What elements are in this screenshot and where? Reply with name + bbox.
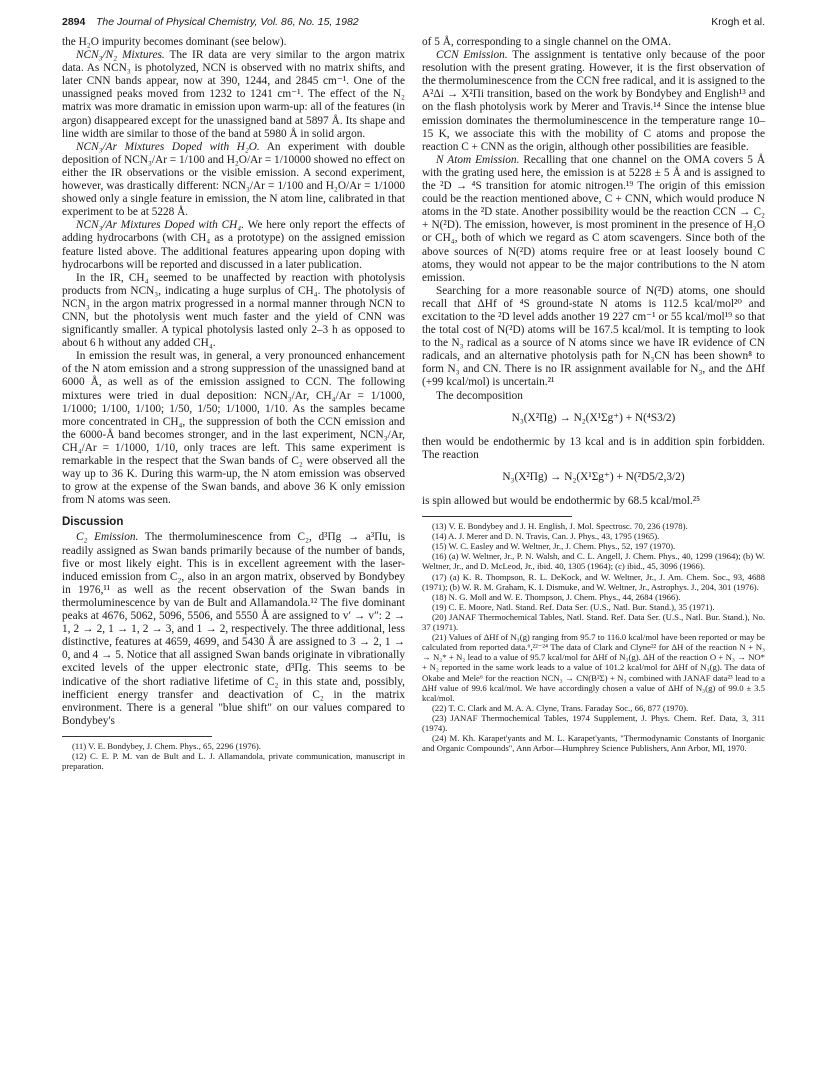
- paragraph: In the IR, CH₄ seemed to be unaffected by reaction with photolysis products from NCN₃, indicating a huge surplus of CH₄. The photolysis of NCN₃ in the argon matrix progressed in a normal manner through NCN to CNN, but the photolysis went much faster and the yield of CNN was significantly smaller. A typical photolysis lasted only 2–3 h as opposed to about 6 h without any added CH₄.: [62, 271, 405, 350]
- footnote: (17) (a) K. R. Thompson, R. L. DeKock, and W. Weltner, Jr., J. Am. Chem. Soc., 93, 4688 (1971); (b) W. R. M. Graham, K. I. Dismuke, and W. Weltner, Jr., Astrophys. J., 204, 301 (1976).: [422, 571, 765, 592]
- paragraph-body: The IR data are very similar to the argon matrix data. As NCN₃ is photolyzed, NCN is observed with no matrix shifts, and later CNN bands appear, now at 390, 1244, and 2845 cm⁻¹. One of the unassigned peaks moved from 1232 to 1241 cm⁻¹. The effect of the N₂ matrix was more dramatic in emission upon warm-up: all of the features (in argon) disappeared except for the unassigned band at 5897 Å. Its shape and line width are similar to those of the band at 5980 Å in solid argon.: [62, 49, 405, 140]
- paragraph-body: An experiment with double deposition of NCN₃/Ar = 1/100 and H₂O/Ar = 1/10000 showed no effect on either the IR observations or the visible emission. A second experiment, however, was drastically different: NCN₃/Ar = 1/100 and H₂O/Ar = 1/1000 showed only a single feature in emission, the N atom line, calibrated in that experiment to be at 5228 Å.: [62, 140, 405, 219]
- paragraph-body: We here only report the effects of adding hydrocarbons (with CH₄ as a prototype) on the assigned emission feature listed above. The additional features appearing upon doping with hydrocarbons will be reported and discussed in a later publication.: [62, 219, 405, 271]
- running-authors: Krogh et al.: [711, 16, 765, 28]
- paragraph-body: The assignment is tentative only because of the poor resolution with the present grating. However, it is the first observation of the thermoluminescence from the CCN free radical, and it is assigned to the A²Δi → X²Πi transition, based on the work by Bondybey and English¹³ and on the flash photolysis work by Merer and Travis.¹⁴ Since the intense blue emission dominates the thermoluminescence in the temperature range 10–15 K, we associate this with the mobility of C atoms and propose the reaction C + CNN as the origin, although other possibilities are feasible.: [422, 49, 765, 153]
- right-column: [422, 36, 765, 753]
- paragraph-body: The thermoluminescence from C₂, d³Πg → a³Πu, is readily assigned as Swan bands primarily because of the number of bands, five or most likely eight. This is in excellent agreement with the laser-induced emission from C₂, also in an argon matrix, observed by Bondybey in 1976,¹¹ as well as the recent observation of the Swan bands in thermoluminescence by van de Bult and Allamandola.¹² The five dominant peaks at 4676, 5062, 5096, 5506, and 5550 Å are assigned to v′ → v″: 2 → 1, 2 → 2, 1 → 1, 2 → 3, and 1 → 2, respectively. The three additional, less distinctive, features at 4659, 4699, and 5430 Å are assigned to 3 → 2, 1 → 0, and 4 → 5. Notice that all assigned Swan bands originate in vibrationally excited levels of the upper electronic state, d³Πg. This seems to be indicative of the short radiative lifetime of C₂ in this state and, possibly, inefficient energy transfer and deactivation of C₂ in the matrix environment. There is a general "blue shift" on our values compared to Bondybey's: [62, 531, 405, 727]
- page-number: 2894: [62, 16, 86, 28]
- run-in-heading: C₂ Emission.: [76, 531, 139, 544]
- footnote: (19) C. E. Moore, Natl. Stand. Ref. Data Ser. (U.S., Natl. Bur. Stand.), 35 (1971).: [432, 601, 715, 612]
- paragraph: Searching for a more reasonable source of N(²D) atoms, one should recall that ΔHf of ⁴S ground-state N atoms is 112.5 kcal/mol²⁰ and excitation to the ²D level adds another 19 227 cm⁻¹ or 55 kcal/mol¹⁹ so that the total cost of N(²D) atoms will be 167.5 kcal/mol. It is tempting to look to the N₃ radical as a source of N atoms since we have IR evidence of CN radicals, and an alternative photolysis path for N₃CN has been shown⁸ to form N₃ and CN. There is no IR assignment available for N₃, and the ΔHf (+99 kcal/mol) is uncertain.²¹: [422, 284, 765, 389]
- paragraph: [62, 49, 405, 141]
- footnote-rule: [62, 736, 212, 737]
- footnote: (21) Values of ΔHf of N₃(g) ranging from 95.7 to 116.0 kcal/mol have been reported or may be calculated from reported data.⁶,²²⁻²⁴ The data of Clark and Clyne²² for ΔH of the reaction N + N₃ → N₂* + N₂ lead to a value of 95.7 kcal/mol for ΔHf of N₃(g). ΔH of the reaction O + N₃ → NO* + N₂ reported in the same work leads to a value of 101.2 kcal/mol for ΔHf of N₃(g). The data of Okabe and Mele⁶ for the reaction NCN₃ → CN(B²Σ) + N₃ combined with JANAF data²³ lead to a ΔHf value of 99.6 kcal/mol. We have accordingly chosen a value of ΔHf of N₃(g) of 99.0 ± 3.5 kcal/mol.: [422, 632, 765, 703]
- footnote-rule: [422, 516, 572, 517]
- paragraph: then would be endothermic by 13 kcal and is in addition spin forbidden. The reaction: [422, 435, 765, 461]
- left-column: [62, 36, 405, 771]
- run-in-heading: N Atom Emission.: [436, 153, 520, 166]
- footnote: (14) A. J. Merer and D. N. Travis, Can. J. Phys., 43, 1795 (1965).: [432, 531, 660, 542]
- paragraph: In emission the result was, in general, a very pronounced enhancement of the N atom emission and a strong suppression of the unassigned band at 6000 Å, as well as of the emission assigned to CCN. The following mixtures were tried in dual deposition: NCN₃/Ar, CH₄/Ar = 1/1000, 1/1000; 1/100, 1/100; 1/50, 1/50; 1/1000, 1/10. As the samples became more concentrated in CH₄, the suppression of both the CCN emission and the 6000-Å band becomes stronger, and in the last experiment, NCN₃/Ar, CH₄/Ar = 1/1000, 1/10, only traces are left. This same experiment is remarkable in the respect that the Swan bands of C₂ were observed all the way up to 36 K. During this warm-up, the N atom emission was observed to grow at the expense of the Swan bands, and above 36 K only emission from N atoms was seen.: [62, 350, 405, 507]
- footnote: (23) JANAF Thermochemical Tables, 1974 Supplement, J. Phys. Chem. Ref. Data, 3, 311 (1974).: [422, 712, 765, 733]
- footnote: (12) C. E. P. M. van de Bult and L. J. Allamandola, private communication, manuscript in preparation.: [62, 750, 405, 772]
- paragraph: [62, 531, 405, 727]
- paragraph-body: Recalling that one channel on the OMA covers 5 Å with the grating used here, the emission is at 5228 ± 5 Å and is assigned to the ²D → ⁴S transition for atomic nitrogen.¹⁹ The origin of this emission could be the reaction mentioned above, C + CNN, which would produce N atoms in the ²D state. Another possibility would be the reaction CCN → C₂ + N(²D). The emission, however, is most prominent in the presence of H₂O or CH₄, both of which we regard as C atom scavengers. Since both of the above sources of N(²D) atoms require free or at least loosely bound C atoms, they would not appear to be the major contributions to the N atom emission.: [422, 153, 765, 284]
- footnote: (11) V. E. Bondybey, J. Chem. Phys., 65, 2296 (1976).: [72, 740, 261, 751]
- footnote: (15) W. C. Easley and W. Weltner, Jr., J. Chem. Phys., 52, 197 (1970).: [432, 541, 676, 552]
- equation: N₃(X²Πg) → N₂(X¹Σg⁺) + N(⁴S3/2): [511, 411, 676, 424]
- journal-citation: The Journal of Physical Chemistry, Vol. 86, No. 15, 1982: [96, 16, 359, 28]
- run-in-heading: CCN Emission.: [436, 49, 508, 62]
- footnote: (18) N. G. Moll and W. E. Thompson, J. Chem. Phys., 44, 2684 (1966).: [432, 591, 681, 602]
- footnote: (16) (a) W. Weltner, Jr., P. N. Walsh, and C. L. Angell, J. Chem. Phys., 40, 1299 (1964); (b) W. Weltner, Jr., and D. McLeod, Jr., ibid. 40, 1305 (1964); (c) ibid., 45, 3096 (1966).: [422, 551, 765, 572]
- equation: N₃(X²Πg) → N₂(X¹Σg⁺) + N(²D5/2,3/2): [502, 470, 685, 483]
- footnote: (20) JANAF Thermochemical Tables, Natl. Stand. Ref. Data Ser. (U.S., Natl. Bur. Stand.), No. 37 (1971).: [422, 611, 765, 633]
- paragraph: [422, 49, 765, 154]
- run-in-heading: NCN₃/Ar Mixtures Doped with H₂O.: [76, 140, 260, 153]
- paragraph: the H₂O impurity becomes dominant (see below).: [62, 36, 287, 48]
- section-heading: Discussion: [62, 516, 124, 529]
- run-in-heading: NCN₃/N₂ Mixtures.: [76, 49, 165, 62]
- footnote: (22) T. C. Clark and M. A. A. Clyne, Trans. Faraday Soc., 66, 877 (1970).: [432, 702, 689, 713]
- paragraph: [62, 141, 405, 220]
- paragraph: is spin allowed but would be endothermic by 68.5 kcal/mol.²⁵: [422, 495, 701, 507]
- paragraph: [62, 219, 405, 271]
- running-header: [62, 16, 765, 34]
- paragraph: The decomposition: [436, 389, 523, 402]
- footnotes: [62, 741, 405, 771]
- paragraph: of 5 Å, corresponding to a single channel on the OMA.: [422, 36, 672, 48]
- footnote: (24) M. Kh. Karapet'yants and M. L. Karapet'yants, "Thermodynamic Constants of Inorganic and Organic Compounds", Ann Arbor—Humphrey Science Publishers, Ann Arbor, MI, 1970.: [422, 733, 765, 754]
- run-in-heading: NCN₃/Ar Mixtures Doped with CH₄.: [76, 219, 245, 232]
- footnotes: [422, 521, 765, 753]
- footnote: (13) V. E. Bondybey and J. H. English, J. Mol. Spectrosc. 70, 236 (1978).: [432, 521, 688, 532]
- paragraph: [422, 154, 765, 285]
